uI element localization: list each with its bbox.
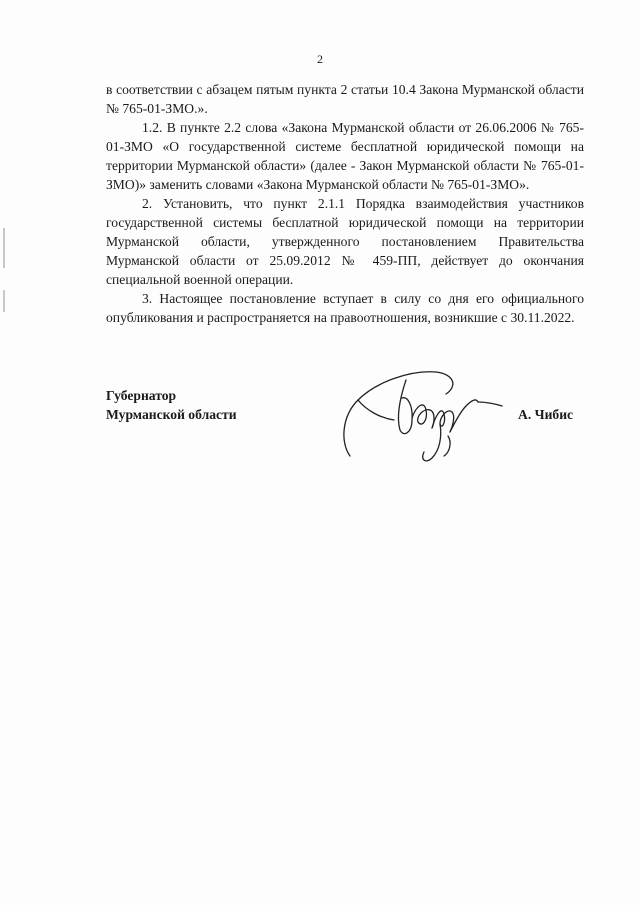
paragraph-item-2: 2. Установить, что пункт 2.1.1 Порядка взаимодействия участников государственной системы бесплатной юридической помощи на территории Мурманской области, утвержденного постановлением Правительства Мурманской области от 25.09.2012 № 459-ПП, действует до окончания специальной военной операции. xyxy=(106,196,584,287)
scan-edge-mark xyxy=(3,290,5,312)
paragraph-item-3: 3. Настоящее постановление вступает в силу со дня его официального опубликования и распространяется на правоотношения, возникшие с 30.11.2022. xyxy=(106,291,584,325)
handwritten-signature xyxy=(336,358,506,470)
scan-edge-mark xyxy=(3,228,5,268)
signatory-title-line-2: Мурманской области xyxy=(106,407,237,422)
signatory-title-line-1: Губернатор xyxy=(106,388,177,403)
paragraph-continuation: в соответствии с абзацем пятым пункта 2 статьи 10.4 Закона Мурманской области № 765-01-ЗМО.». xyxy=(106,82,584,116)
paragraph-item-1-2: 1.2. В пункте 2.2 слова «Закона Мурманской области от 26.06.2006 № 765-01-ЗМО «О государственной системе бесплатной юридической помощи на территории Мурманской области» (далее - Закон Мурманской области № 765-01-ЗМО)» заменить словами «Закона Мурманской области № 765-01-ЗМО». xyxy=(106,120,584,192)
signatory-title xyxy=(106,386,237,424)
page-number: 2 xyxy=(317,52,323,66)
document-body xyxy=(106,80,584,327)
signatory-name: А. Чибис xyxy=(518,407,574,422)
